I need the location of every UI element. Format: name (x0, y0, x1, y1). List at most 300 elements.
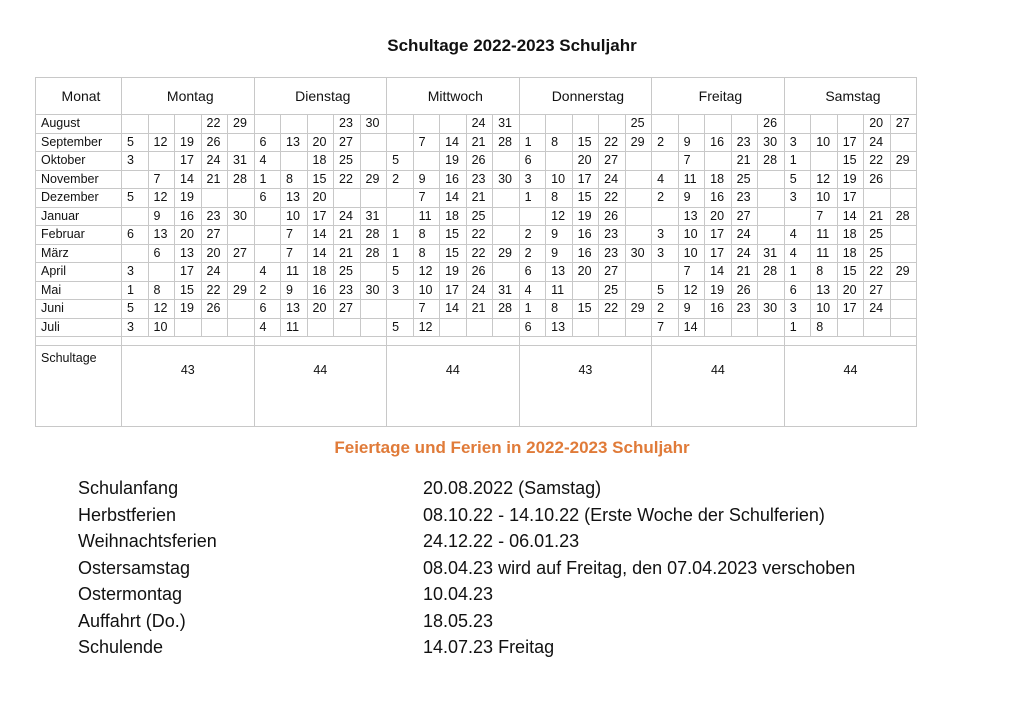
day-cell: 15 (572, 300, 599, 319)
day-cell: 28 (360, 244, 387, 263)
holiday-row (78, 475, 978, 502)
day-cell: 9 (281, 281, 308, 300)
day-cell: 24 (334, 207, 361, 226)
day-cell: 7 (413, 133, 440, 152)
day-cell: 5 (652, 281, 679, 300)
day-cell (493, 207, 520, 226)
holiday-row (78, 528, 978, 555)
day-cell: 11 (678, 170, 705, 189)
day-cell (758, 281, 785, 300)
day-cell: 5 (122, 133, 149, 152)
day-cell: 23 (334, 281, 361, 300)
holiday-row (78, 555, 978, 582)
day-cell: 25 (864, 226, 891, 245)
day-cell: 31 (758, 244, 785, 263)
table-row (36, 115, 917, 134)
day-cell: 3 (122, 263, 149, 282)
month-label: August (36, 115, 122, 134)
day-cell: 6 (122, 226, 149, 245)
holiday-date: 10.04.23 (423, 584, 494, 604)
table-row (36, 189, 917, 208)
day-cell: 14 (440, 189, 467, 208)
day-cell: 7 (413, 300, 440, 319)
day-cell (890, 189, 917, 208)
day-cell: 23 (201, 207, 228, 226)
day-cell: 28 (758, 263, 785, 282)
day-cell: 24 (201, 152, 228, 171)
day-cell: 25 (599, 281, 626, 300)
day-cell: 13 (678, 207, 705, 226)
day-cell: 3 (519, 170, 546, 189)
day-cell (705, 152, 732, 171)
day-cell: 2 (254, 281, 281, 300)
day-cell: 16 (440, 170, 467, 189)
day-cell (837, 115, 864, 134)
day-cell (148, 263, 175, 282)
day-cell: 25 (864, 244, 891, 263)
day-cell: 24 (201, 263, 228, 282)
day-cell: 3 (784, 189, 811, 208)
day-cell (625, 152, 652, 171)
day-cell: 3 (652, 226, 679, 245)
table-row (36, 244, 917, 263)
day-cell: 12 (148, 300, 175, 319)
day-cell: 3 (784, 300, 811, 319)
header-day-5: Freitag (652, 78, 785, 115)
day-cell (625, 207, 652, 226)
day-cell (254, 115, 281, 134)
day-cell: 10 (678, 244, 705, 263)
header-day-1: Montag (122, 78, 255, 115)
day-cell: 7 (811, 207, 838, 226)
day-cell (228, 300, 255, 319)
holiday-name: Schulanfang (78, 478, 179, 498)
holiday-row (78, 502, 978, 529)
day-cell (599, 318, 626, 337)
month-label: Oktober (36, 152, 122, 171)
table-row (36, 207, 917, 226)
day-cell (493, 263, 520, 282)
day-cell: 27 (201, 226, 228, 245)
day-cell (890, 281, 917, 300)
day-cell: 9 (678, 300, 705, 319)
day-cell: 29 (890, 263, 917, 282)
day-cell: 8 (546, 300, 573, 319)
day-cell: 15 (837, 263, 864, 282)
day-cell (890, 318, 917, 337)
header-day-4: Donnerstag (519, 78, 652, 115)
day-cell: 10 (281, 207, 308, 226)
day-cell: 17 (175, 152, 202, 171)
day-cell: 6 (519, 318, 546, 337)
day-cell: 25 (334, 263, 361, 282)
day-cell (890, 226, 917, 245)
day-cell (625, 263, 652, 282)
month-label: Januar (36, 207, 122, 226)
month-label: Dezember (36, 189, 122, 208)
day-cell: 14 (440, 300, 467, 319)
day-cell: 26 (864, 170, 891, 189)
day-cell: 27 (599, 152, 626, 171)
day-cell (254, 207, 281, 226)
day-cell: 19 (175, 300, 202, 319)
day-cell: 8 (148, 281, 175, 300)
month-label: April (36, 263, 122, 282)
day-cell: 29 (360, 170, 387, 189)
day-cell: 10 (148, 318, 175, 337)
day-cell: 17 (705, 244, 732, 263)
day-cell: 6 (784, 281, 811, 300)
day-cell: 13 (281, 300, 308, 319)
header-day-6: Samstag (784, 78, 917, 115)
day-cell: 10 (678, 226, 705, 245)
day-cell: 24 (864, 133, 891, 152)
holiday-date: 20.08.2022 (Samstag) (423, 478, 602, 498)
day-cell: 1 (519, 189, 546, 208)
day-cell: 27 (228, 244, 255, 263)
day-cell: 10 (811, 300, 838, 319)
day-cell: 31 (493, 281, 520, 300)
day-cell: 18 (837, 244, 864, 263)
day-cell (281, 152, 308, 171)
day-cell: 15 (307, 170, 334, 189)
day-cell: 10 (811, 133, 838, 152)
day-cell: 18 (440, 207, 467, 226)
day-cell: 11 (281, 318, 308, 337)
day-cell: 18 (307, 263, 334, 282)
day-cell (254, 226, 281, 245)
month-label: Juli (36, 318, 122, 337)
month-label: Mai (36, 281, 122, 300)
day-cell (387, 115, 414, 134)
day-cell (360, 263, 387, 282)
day-cell: 18 (705, 170, 732, 189)
day-cell: 20 (572, 263, 599, 282)
table-row (36, 263, 917, 282)
day-cell (758, 170, 785, 189)
day-cell (546, 152, 573, 171)
day-cell: 20 (572, 152, 599, 171)
day-cell: 29 (625, 133, 652, 152)
day-cell: 30 (228, 207, 255, 226)
day-cell: 1 (784, 152, 811, 171)
day-cell: 23 (334, 115, 361, 134)
day-cell: 29 (890, 152, 917, 171)
day-cell: 21 (201, 170, 228, 189)
day-cell: 13 (546, 263, 573, 282)
day-cell: 6 (519, 152, 546, 171)
day-cell: 3 (652, 244, 679, 263)
day-cell: 1 (784, 263, 811, 282)
day-cell (625, 170, 652, 189)
totals-row (36, 346, 917, 427)
day-cell (758, 189, 785, 208)
month-label: November (36, 170, 122, 189)
day-cell: 14 (678, 318, 705, 337)
day-cell: 11 (811, 244, 838, 263)
header-day-2: Dienstag (254, 78, 387, 115)
day-cell: 22 (864, 263, 891, 282)
day-cell (122, 207, 149, 226)
day-cell: 28 (228, 170, 255, 189)
day-cell: 4 (652, 170, 679, 189)
day-cell (572, 318, 599, 337)
day-cell (811, 152, 838, 171)
day-cell: 17 (572, 170, 599, 189)
day-cell: 11 (413, 207, 440, 226)
day-cell: 23 (731, 133, 758, 152)
day-cell: 9 (148, 207, 175, 226)
table-row (36, 300, 917, 319)
total-value: 44 (784, 346, 917, 427)
day-cell: 4 (254, 318, 281, 337)
holiday-date: 08.10.22 - 14.10.22 (Erste Woche der Schulferien) (423, 504, 825, 525)
day-cell (360, 318, 387, 337)
day-cell (890, 300, 917, 319)
day-cell (254, 244, 281, 263)
day-cell: 2 (519, 244, 546, 263)
day-cell (493, 189, 520, 208)
day-cell: 16 (705, 133, 732, 152)
day-cell: 12 (148, 133, 175, 152)
day-cell: 9 (678, 133, 705, 152)
day-cell: 30 (493, 170, 520, 189)
day-cell: 19 (572, 207, 599, 226)
day-cell: 30 (625, 244, 652, 263)
day-cell (122, 115, 149, 134)
day-cell: 12 (811, 170, 838, 189)
table-row (36, 281, 917, 300)
school-days-table (35, 77, 917, 427)
total-value: 43 (122, 346, 255, 427)
day-cell: 15 (572, 189, 599, 208)
day-cell (413, 152, 440, 171)
day-cell (705, 115, 732, 134)
day-cell (148, 152, 175, 171)
day-cell (837, 318, 864, 337)
day-cell: 28 (493, 300, 520, 319)
holiday-date: 14.07.23 Freitag (423, 637, 555, 657)
day-cell: 15 (440, 226, 467, 245)
day-cell (334, 189, 361, 208)
day-cell: 22 (599, 133, 626, 152)
day-cell: 24 (599, 170, 626, 189)
day-cell: 6 (254, 133, 281, 152)
holiday-row (78, 608, 978, 635)
day-cell: 15 (440, 244, 467, 263)
day-cell: 22 (201, 281, 228, 300)
day-cell: 20 (201, 244, 228, 263)
day-cell (334, 318, 361, 337)
day-cell: 6 (519, 263, 546, 282)
day-cell (387, 300, 414, 319)
day-cell: 31 (228, 152, 255, 171)
day-cell: 20 (307, 300, 334, 319)
day-cell: 8 (281, 170, 308, 189)
day-cell: 9 (678, 189, 705, 208)
day-cell: 8 (546, 189, 573, 208)
day-cell: 10 (546, 170, 573, 189)
day-cell: 26 (599, 207, 626, 226)
day-cell (440, 115, 467, 134)
day-cell: 15 (837, 152, 864, 171)
day-cell: 22 (201, 115, 228, 134)
day-cell: 18 (307, 152, 334, 171)
day-cell: 11 (546, 281, 573, 300)
day-cell (493, 226, 520, 245)
day-cell (652, 207, 679, 226)
day-cell (625, 318, 652, 337)
day-cell: 27 (334, 300, 361, 319)
day-cell: 14 (307, 244, 334, 263)
day-cell: 17 (440, 281, 467, 300)
day-cell: 22 (466, 226, 493, 245)
day-cell: 22 (599, 189, 626, 208)
holiday-row (78, 634, 978, 661)
day-cell: 9 (413, 170, 440, 189)
day-cell: 21 (334, 244, 361, 263)
day-cell: 15 (175, 281, 202, 300)
month-label: Februar (36, 226, 122, 245)
day-cell: 28 (493, 133, 520, 152)
holiday-name: Auffahrt (Do.) (78, 610, 186, 631)
day-cell (572, 115, 599, 134)
day-cell (307, 318, 334, 337)
day-cell (493, 318, 520, 337)
day-cell: 14 (705, 263, 732, 282)
day-cell: 1 (519, 133, 546, 152)
day-cell: 31 (493, 115, 520, 134)
day-cell (387, 189, 414, 208)
table-row (36, 318, 917, 337)
day-cell (890, 133, 917, 152)
total-value: 43 (519, 346, 652, 427)
table-row (36, 133, 917, 152)
day-cell: 27 (864, 281, 891, 300)
day-cell: 20 (837, 281, 864, 300)
total-value: 44 (652, 346, 785, 427)
day-cell: 17 (175, 263, 202, 282)
day-cell: 16 (705, 189, 732, 208)
day-cell: 19 (175, 189, 202, 208)
day-cell: 23 (731, 300, 758, 319)
day-cell: 30 (360, 281, 387, 300)
day-cell: 16 (572, 226, 599, 245)
day-cell (519, 115, 546, 134)
day-cell: 20 (175, 226, 202, 245)
day-cell: 23 (731, 189, 758, 208)
day-cell (228, 226, 255, 245)
day-cell: 22 (466, 244, 493, 263)
day-cell: 26 (758, 115, 785, 134)
day-cell (599, 115, 626, 134)
day-cell: 4 (254, 152, 281, 171)
day-cell: 26 (731, 281, 758, 300)
day-cell: 13 (175, 244, 202, 263)
day-cell: 13 (546, 318, 573, 337)
day-cell: 5 (387, 318, 414, 337)
totals-label: Schultage (36, 346, 122, 427)
holiday-name: Ostersamstag (78, 557, 191, 578)
day-cell (175, 115, 202, 134)
total-value: 44 (387, 346, 520, 427)
day-cell (758, 226, 785, 245)
day-cell: 27 (890, 115, 917, 134)
day-cell (122, 170, 149, 189)
day-cell: 27 (334, 133, 361, 152)
day-cell: 17 (307, 207, 334, 226)
day-cell: 15 (572, 133, 599, 152)
day-cell: 25 (466, 207, 493, 226)
day-cell (360, 300, 387, 319)
day-cell (678, 115, 705, 134)
day-cell (440, 318, 467, 337)
day-cell (519, 207, 546, 226)
day-cell: 29 (625, 300, 652, 319)
day-cell: 29 (228, 281, 255, 300)
day-cell: 30 (360, 115, 387, 134)
day-cell: 10 (413, 281, 440, 300)
day-cell: 7 (148, 170, 175, 189)
day-cell (572, 281, 599, 300)
day-cell: 4 (519, 281, 546, 300)
day-cell: 8 (413, 226, 440, 245)
day-cell: 27 (731, 207, 758, 226)
table-header-row (36, 78, 917, 115)
day-cell: 6 (254, 189, 281, 208)
day-cell: 4 (784, 226, 811, 245)
day-cell: 7 (678, 152, 705, 171)
day-cell: 25 (334, 152, 361, 171)
day-cell (652, 263, 679, 282)
day-cell: 20 (864, 115, 891, 134)
day-cell: 22 (864, 152, 891, 171)
day-cell (652, 115, 679, 134)
day-cell (705, 318, 732, 337)
day-cell: 8 (811, 263, 838, 282)
holiday-date: 08.04.23 wird auf Freitag, den 07.04.2023 verschoben (423, 557, 856, 578)
month-label: September (36, 133, 122, 152)
day-cell: 20 (307, 189, 334, 208)
day-cell: 21 (864, 207, 891, 226)
day-cell (228, 318, 255, 337)
day-cell (546, 115, 573, 134)
day-cell: 22 (599, 300, 626, 319)
day-cell (175, 318, 202, 337)
day-cell: 30 (758, 133, 785, 152)
day-cell: 28 (758, 152, 785, 171)
day-cell: 7 (652, 318, 679, 337)
holidays-list (78, 475, 978, 661)
day-cell: 7 (281, 244, 308, 263)
month-label: März (36, 244, 122, 263)
day-cell (731, 318, 758, 337)
day-cell: 19 (440, 263, 467, 282)
day-cell: 14 (307, 226, 334, 245)
day-cell: 13 (811, 281, 838, 300)
day-cell: 23 (466, 170, 493, 189)
day-cell: 23 (599, 226, 626, 245)
day-cell: 8 (546, 133, 573, 152)
day-cell: 30 (758, 300, 785, 319)
day-cell: 12 (413, 263, 440, 282)
day-cell: 19 (175, 133, 202, 152)
day-cell (281, 115, 308, 134)
day-cell: 3 (387, 281, 414, 300)
header-day-3: Mittwoch (387, 78, 520, 115)
table-row (36, 170, 917, 189)
day-cell: 1 (387, 226, 414, 245)
